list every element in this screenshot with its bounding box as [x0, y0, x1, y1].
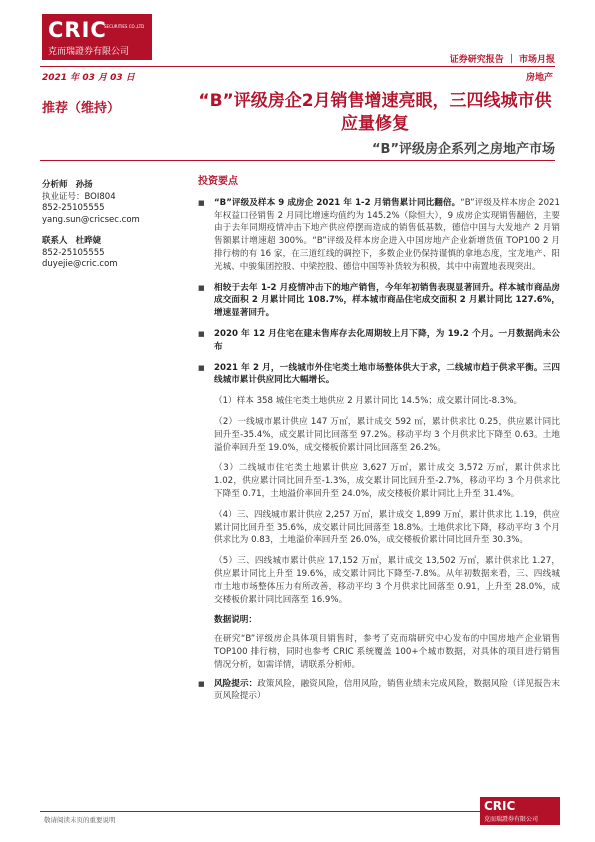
bullet-point: ■ “B”评级及样本 9 成房企 2021 年 1-2 月销售累计同比翻倍。“B”评级及样本房企 2021 年权益口径销售 2 月同比增速均值约为 145.2%（除恒大），9 成房企实现销售翻倍，主要由于去年同期疫情冲击下地产供应停摆而造成的销售低基数，德信中国与大发地产 2 月销售额累计增速超 300%。“B”评级及样本房企进入中国房地产企业新增货值 TOP100 2 月排行榜的有 16 家，在三道红线的调控下，多数企业仍保持谨慎的拿地态度，宝龙地产、阳光城、中骏集团控股、中梁控股、德信中国等补货较为积极，其中中南置地表现突出。 [198, 197, 560, 274]
section-heading: 投资要点 [198, 176, 238, 187]
report-title: “B”评级房企2月销售增速亮眼，三四线城市供应量修复 [198, 91, 552, 134]
logo-text: CRIC [48, 18, 107, 42]
analyst-email[interactable]: yang.sun@cricsec.com [42, 214, 140, 225]
footer-logo [480, 797, 560, 825]
footer-divider [40, 811, 555, 812]
data-note-text: 在研究“B”评级房企具体项目销售时，参考了克而瑞研究中心发布的中国房地产企业销售 TOP100 排行榜，同时也参考 CRIC 系统覆盖 100+个城市数据，对具体的项目进行销售情况分析，如需详情，请联系分析师。 [214, 634, 560, 670]
header-divider [40, 66, 555, 67]
report-date: 2021 年 03 月 03 日 [42, 73, 135, 83]
logo-cn-text: 克而瑞證券有限公司 [48, 47, 130, 57]
analyst-block [42, 180, 192, 226]
analyst-phone: 852-25105555 [42, 203, 105, 213]
analyst-license: 执业证号：BOI804 [42, 191, 116, 202]
contact-name: 杜晔婕 [75, 236, 102, 246]
contact-block [42, 236, 192, 271]
sub-point: （5）三、四线城市累计供应 17,152 万㎡，累计成交 13,502 万㎡，累计供求比 1.27，供应累计同比上升至 19.6%，成交累计同比下降至-7.8%。从年初数据来看，三、四线城市土地市场整体压力有所改善，移动平均 3 个月供求比回落至 0.91，上升至 28.0%，成交楼板价累计同比回落至 16.9%。 [214, 556, 560, 605]
sub-point: （3）二线城市住宅类土地累计供应 3,627 万㎡，累计成交 3,572 万㎡，累计供求比 1.02，供应累计同比回升至-1.3%，成交累计同比回升至-2.7%，移动平均 3 个月供求比下降至 0.71，土地溢价率回升至 24.0%，成交楼板价累计同比上升至 31.4%。 [214, 463, 560, 499]
analyst-role: 分析师 [42, 180, 68, 190]
analyst-name: 孙扬 [75, 180, 93, 190]
footer-logo-text: CRIC [484, 799, 516, 813]
industry-label: 房地产 [525, 73, 553, 83]
sub-point: （1）样本 358 城住宅类土地供应 2 月累计同比 14.5%；成交累计同比-8.3%。 [214, 396, 523, 407]
report-type: 证券研究报告 ｜ 市场月报 [449, 55, 555, 65]
contact-email[interactable]: duyejie@cric.com [42, 259, 118, 269]
cric-logo [42, 14, 152, 60]
title-divider [40, 160, 555, 161]
risk-point: ■ 风险提示：政策风险，融资风险，信用风险，销售业绩未完成风险，数据风险（详见报告末页风险提示） [198, 678, 560, 704]
contact-phone: 852-25105555 [42, 247, 105, 258]
report-subtitle: “B”评级房企系列之房地产市场 [372, 142, 555, 157]
analyst-panel [42, 180, 192, 271]
bullet-point: ■ 2021 年 2 月，一线城市外住宅类土地市场整体供大于求，二线城市趋于供求平衡。三四线城市累计供应同比大幅增长。 [198, 362, 560, 388]
contact-role: 联系人 [42, 236, 68, 246]
sub-point: （4）三、四线城市累计供应 2,257 万㎡，累计成交 1,899 万㎡，累计供求比 1.19，供应累计同比回升至 35.6%，成交累计同比回落至 18.8%。土地供求比下降，移动平均 3 个月供求比为 0.83，土地溢价率回升至 26.0%，成交楼板价累计同比回升至 30.3%。 [214, 509, 560, 546]
logo-subtext: SECURITIES CO.,LTD [104, 24, 145, 29]
content-column [198, 176, 560, 711]
bullet-point: ■ 2020 年 12 月住宅在建未售库存去化周期较上月下降，为 19.2 个月。一月数据尚未公布 [198, 328, 560, 354]
sub-point: （2）一线城市累计供应 147 万㎡，累计成交 592 ㎡，累计供求比 0.25，供应累计同比回升至-35.4%，成交累计同比回落至 97.2%。移动平均 3 个月供求比下降至 0.63。土地溢价率回升至 19.0%，成交楼板价累计同比回落至 26.2%。 [214, 416, 560, 453]
rating: 推荐（维持） [42, 101, 121, 116]
data-note-label: 数据说明： [214, 615, 257, 626]
footer-note: 敬请阅读末页的重要说明 [44, 816, 116, 824]
bullet-point: ■ 相较于去年 1-2 月疫情冲击下的地产销售，今年年初销售表现显著回升。样本城市商品房成交面积 2 月累计同比 108.7%，样本城市商品住宅成交面积 2 月累计同比 127.6%，增速显著回升。 [198, 282, 560, 320]
footer-logo-cn: 克而瑞證券有限公司 [484, 816, 539, 823]
